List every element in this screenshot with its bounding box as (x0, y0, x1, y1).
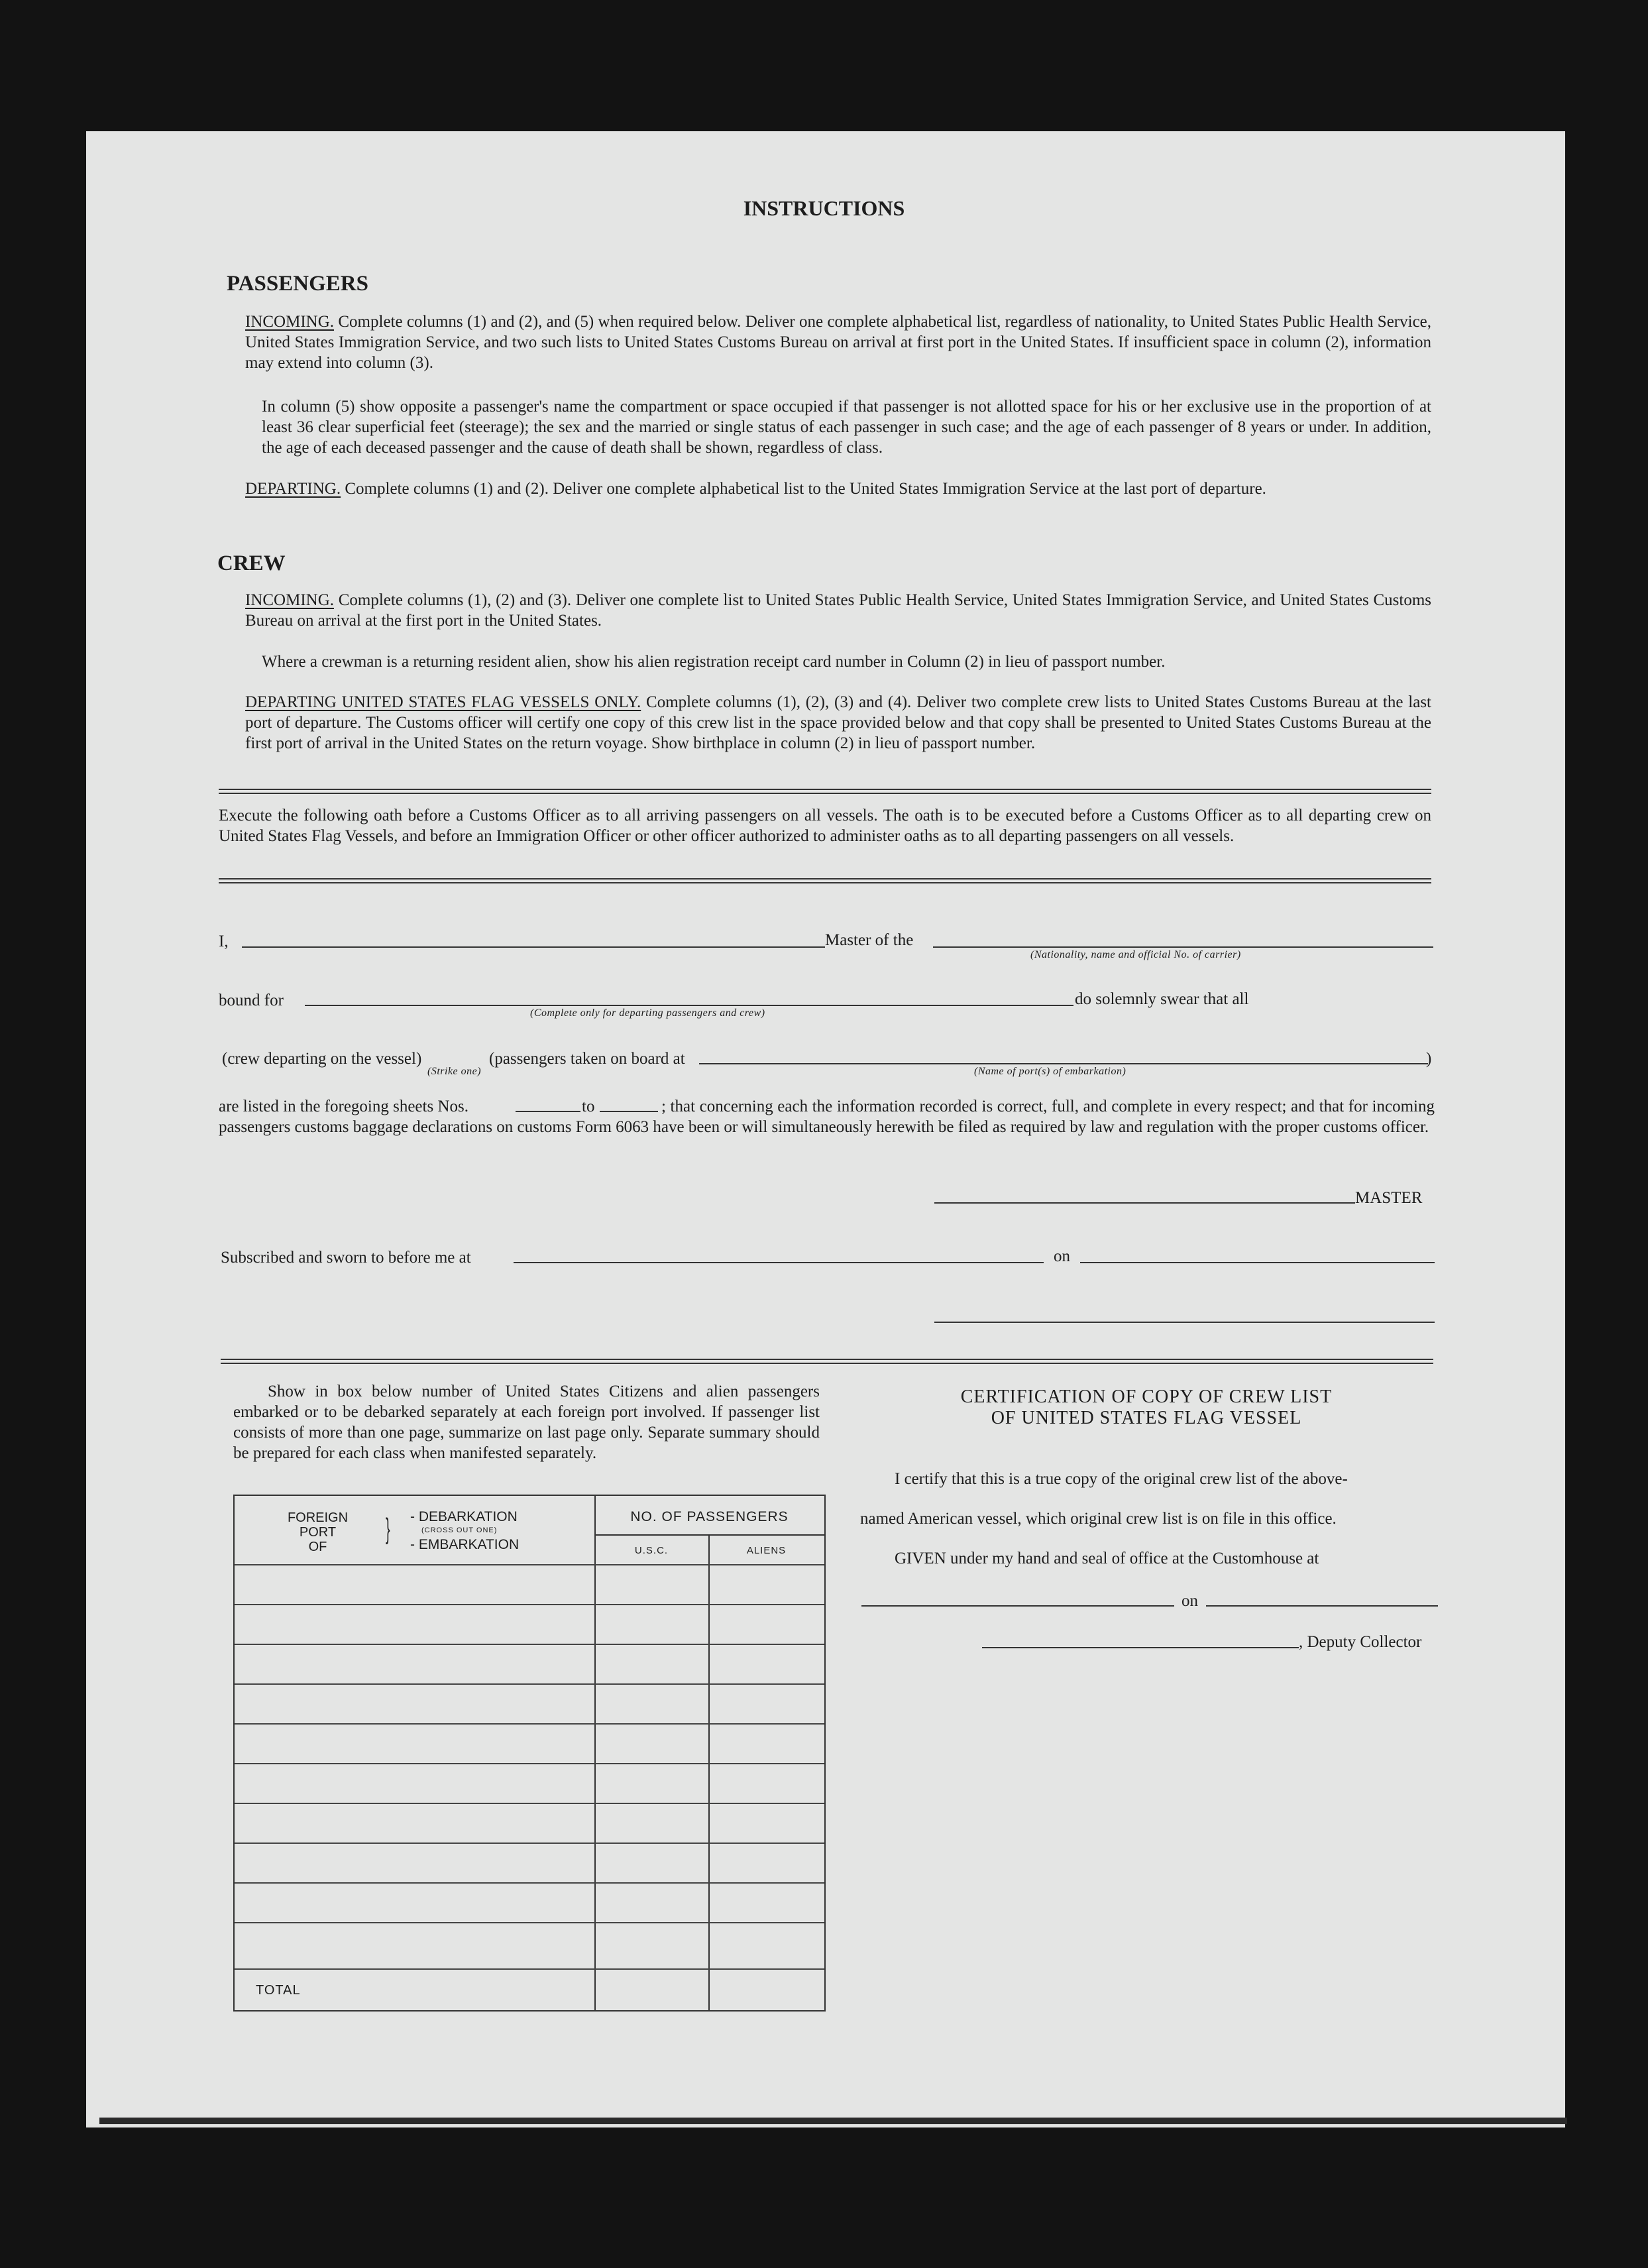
certification-title-line2: OF UNITED STATES FLAG VESSEL (991, 1408, 1302, 1428)
passengers-departing-paragraph (245, 479, 1431, 499)
certify-line1: I certify that this is a true copy of the original crew list of the above- (895, 1470, 1348, 1488)
deputy-collector-label: , Deputy Collector (1299, 1633, 1422, 1651)
total-label: TOTAL (256, 1983, 301, 1998)
passengers-count-header: NO. OF PASSENGERS (630, 1509, 789, 1524)
certification-date-field[interactable] (1206, 1605, 1438, 1607)
strike-note: (Strike one) (427, 1066, 482, 1077)
oath-i-label: I, (219, 933, 229, 950)
master-of-label: Master of the (825, 931, 914, 949)
given-line: GIVEN under my hand and seal of office at the Customhouse at (895, 1550, 1319, 1567)
certification-on-label: on (1181, 1592, 1198, 1610)
aliens-header: ALIENS (746, 1545, 787, 1556)
sworn-on-label: on (1054, 1247, 1070, 1265)
passengers-incoming-label: INCOMING. (245, 313, 335, 331)
certification-title-line1: CERTIFICATION OF COPY OF CREW LIST (960, 1387, 1333, 1407)
subscribed-label: Subscribed and sworn to before me at (221, 1249, 471, 1267)
section-divider (219, 789, 1431, 794)
crew-resident-paragraph: Where a crewman is a returning resident alien, show his alien registration receipt card number in Column (2) in lieu of passport number. (262, 653, 1166, 671)
oath-instructions: Execute the following oath before a Customs Officer as to all arriving passengers on all vessels. The oath is to be executed before a Customs Officer as to all departing crew on United States Flag Vessels, and before an Immigration Officer or other officer authorized to administer oaths as to all departing passengers on all vessels. (219, 807, 1431, 845)
certify-line2: named American vessel, which original crew list is on file in this office. (860, 1510, 1337, 1528)
crew-departing-text: Complete columns (1), (2), (3) and (4). Deliver two complete crew lists to United States Customs Bureau at the last port of departure. The Customs officer will certify one copy of this crew list in the space provided below and that copy shall be presented to United States Customs Bureau at the first port of arrival in the United States on the return voyage. Show birthplace in column (2) in lieu of passport number. (245, 693, 1431, 752)
sworn-date-field[interactable] (1080, 1262, 1435, 1263)
customhouse-field[interactable] (861, 1605, 1174, 1607)
carrier-note: (Nationality, name and official No. of carrier) (1030, 949, 1241, 960)
crew-incoming-paragraph (245, 590, 1431, 631)
page-edge-shadow (99, 2118, 1567, 2124)
crew-incoming-text: Complete columns (1), (2) and (3). Deliver one complete list to United States Public Health Service, United States Immigration Service, and United States Customs Bureau on arrival at the first port in the United States. (245, 591, 1431, 630)
section-divider (219, 878, 1431, 883)
to-label: to (582, 1098, 595, 1115)
swear-label: do solemnly swear that all (1075, 990, 1249, 1008)
crew-heading: CREW (217, 551, 286, 575)
passengers-heading: PASSENGERS (227, 272, 368, 296)
cross-out-note: (CROSS OUT ONE) (421, 1526, 498, 1534)
crew-departing-paragraph (245, 692, 1431, 754)
debarkation-option[interactable]: - DEBARKATION (410, 1509, 518, 1524)
embarkation-port-field[interactable] (699, 1063, 1428, 1064)
passengers-departing-label: DEPARTING. (245, 480, 341, 498)
section-divider (221, 1359, 1433, 1364)
port-note: (Name of port(s) of embarkation) (974, 1066, 1126, 1077)
passengers-column5-paragraph: In column (5) show opposite a passenger's name the compartment or space occupied if that passenger is not allotted space for his or her exclusive use in the proportion of at least 36 clear superficial feet (steerage); the sex and the married or single status of each passenger in such case; and the age of each passenger of 8 years or under. In addition, the age of each deceased passenger and the cause of death shall be shown, regardless of class. (262, 398, 1431, 457)
summary-instructions: Show in box below number of United States Citizens and alien passengers embarked or to be debarked separately at each foreign port involved. If passenger list consists of more than one page, summarize on last page only. Separate summary should be prepared for each class when manifested separately. (233, 1383, 820, 1462)
usc-header: U.S.C. (634, 1545, 669, 1556)
passengers-incoming-paragraph (245, 312, 1431, 373)
crew-incoming-label: INCOMING. (245, 591, 335, 609)
crew-departing-label: DEPARTING UNITED STATES FLAG VESSELS ONLY. (245, 693, 641, 711)
crew-departing-option[interactable]: (crew departing on the vessel) (222, 1050, 422, 1068)
bound-for-note: (Complete only for departing passengers and crew) (530, 1007, 765, 1019)
bound-for-label: bound for (219, 992, 284, 1009)
passengers-incoming-text: Complete columns (1) and (2), and (5) when required below. Deliver one complete alphabetical list, regardless of nationality, to United States Public Health Service, United States Immigration Service, and two such lists to United States Customs Bureau on arrival at first port in the United States. If insufficient space in column (2), information may extend into column (3). (245, 313, 1432, 372)
close-paren: ) (1426, 1050, 1432, 1068)
page-title: INSTRUCTIONS (743, 196, 905, 220)
passengers-departing-text: Complete columns (1) and (2). Deliver one complete alphabetical list to the United States Immigration Service at the last port of departure. (345, 480, 1266, 498)
bound-for-field[interactable] (305, 1005, 1073, 1006)
certification-title (861, 1387, 1431, 1429)
embarkation-option[interactable]: - EMBARKATION (410, 1537, 520, 1552)
carrier-field[interactable] (933, 946, 1433, 948)
sworn-at-field[interactable] (514, 1262, 1044, 1263)
master-name-field[interactable] (242, 946, 825, 948)
listed-prefix: are listed in the foregoing sheets Nos. (219, 1098, 468, 1115)
deputy-signature-field[interactable] (982, 1647, 1299, 1648)
foreign-port-header: FOREIGN PORT OF (287, 1510, 349, 1554)
brace-icon: } (386, 1512, 390, 1545)
master-label: MASTER (1355, 1189, 1423, 1207)
officer-signature-field[interactable] (934, 1322, 1435, 1323)
passengers-option[interactable]: (passengers taken on board at (489, 1050, 685, 1068)
listed-text: ; that concerning each the information recorded is correct, full, and complete in every respect; and that for incoming passengers customs baggage declarations on customs Form 6063 have been or will simultaneously herewith be filed as required by law and regulation with the proper customs officer. (219, 1098, 1435, 1136)
master-signature-field[interactable] (934, 1202, 1355, 1204)
